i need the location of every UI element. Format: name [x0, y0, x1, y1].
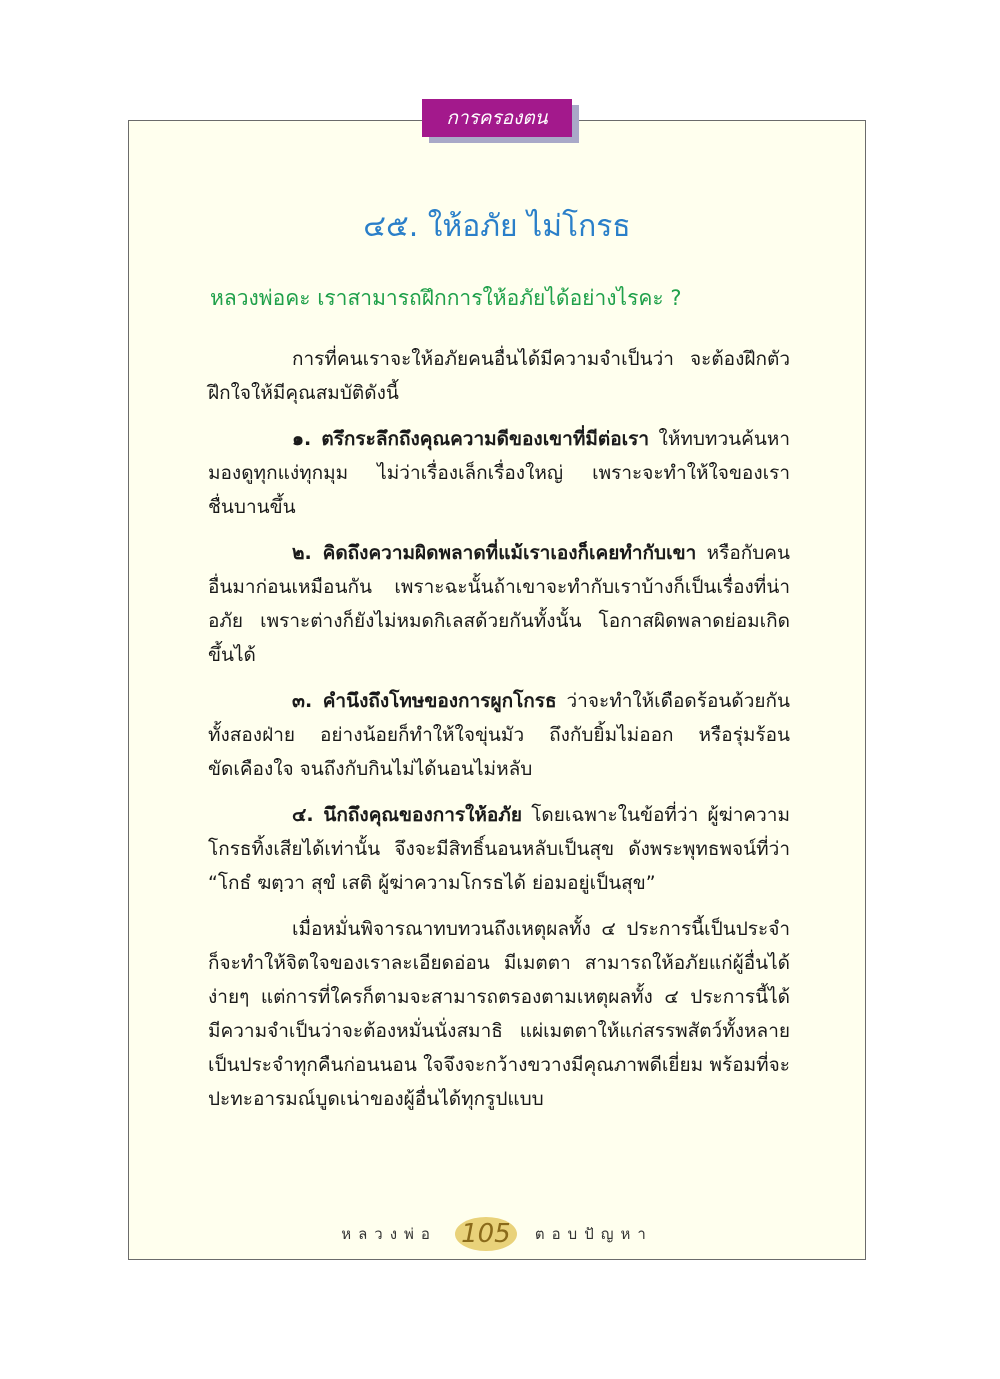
question-heading: หลวงพ่อคะ เราสามารถฝึกการให้อภัยได้อย่างไรคะ ? [210, 286, 682, 310]
point-1-text: ให้ทบทวนค้นหา มองดูทุกแง่ทุกมุม ไม่ว่าเรื่องเล็กเรื่องใหญ่ เพราะจะทำให้ใจของเราชื่นบานขึ้น [208, 428, 790, 518]
point-4 [208, 798, 790, 900]
point-2-heading: ๒. คิดถึงความผิดพลาดที่แม้เราเองก็เคยทำกับเขา [292, 542, 697, 564]
section-tab: การครองตน [422, 99, 572, 137]
page-footer [128, 1214, 866, 1254]
point-4-heading: ๔. นึกถึงคุณของการให้อภัย [292, 804, 522, 826]
point-3-heading: ๓. คำนึงถึงโทษของการผูกโกรธ [292, 690, 557, 712]
chapter-title: ๔๕. ให้อภัย ไม่โกรธ [363, 209, 631, 244]
point-1 [208, 422, 790, 524]
point-3 [208, 684, 790, 786]
point-4-text: โดยเฉพาะในข้อที่ว่า ผู้ฆ่าความโกรธทิ้งเสียได้เท่านั้น จึงจะมีสิทธิ์นอนหลับเป็นสุข ดังพระพุทธพจน์ที่ว่า “โกธํ ฆตฺวา สุขํ เสติ ผู้ฆ่าความโกรธได้ ย่อมอยู่เป็นสุข” [208, 804, 790, 894]
point-3-text: ว่าจะทำให้เดือดร้อนด้วยกันทั้งสองฝ่าย อย่างน้อยก็ทำให้ใจขุ่นมัว ถึงกับยิ้มไม่ออก หรือรุ่มร้อนขัดเคืองใจ จนถึงกับกินไม่ได้นอนไม่หลับ [208, 690, 791, 780]
intro-paragraph: การที่คนเราจะให้อภัยคนอื่นได้มีความจำเป็นว่า จะต้องฝึกตัวฝึกใจให้มีคุณสมบัติดังนี้ [208, 348, 790, 404]
answer-body [208, 342, 790, 1128]
point-2-text: หรือกับคนอื่นมาก่อนเหมือนกัน เพราะฉะนั้นถ้าเขาจะทำกับเราบ้างก็เป็นเรื่องที่น่าอภัย เพราะต่างก็ยังไม่หมดกิเลสด้วยกันทั้งนั้น โอกาสผิดพลาดย่อมเกิดขึ้นได้ [208, 542, 790, 666]
point-1-heading: ๑. ตรึกระลึกถึงคุณความดีของเขาที่มีต่อเรา [292, 428, 650, 450]
footer-left-label: หลวงพ่อ [341, 1225, 437, 1243]
point-2 [208, 536, 790, 672]
conclusion-paragraph: เมื่อหมั่นพิจารณาทบทวนถึงเหตุผลทั้ง ๔ ประการนี้เป็นประจำก็จะทำให้จิตใจของเราละเอียดอ่อน มีเมตตา สามารถให้อภัยแก่ผู้อื่นได้ง่ายๆ แต่การที่ใครก็ตามจะสามารถตรองตามเหตุผลทั้ง ๔ ประการนี้ได้ มีความจำเป็นว่าจะต้องหมั่นนั่งสมาธิ แผ่เมตตาให้แก่สรรพสัตว์ทั้งหลายเป็นประจำทุกคืนก่อนนอน ใจจึงจะกว้างขวางมีคุณภาพดีเยี่ยม พร้อมที่จะปะทะอารมณ์บูดเน่าของผู้อื่นได้ทุกรูปแบบ [208, 918, 790, 1110]
footer-right-label: ตอบปัญหา [534, 1225, 653, 1243]
page-number-badge: 105 [455, 1217, 517, 1251]
